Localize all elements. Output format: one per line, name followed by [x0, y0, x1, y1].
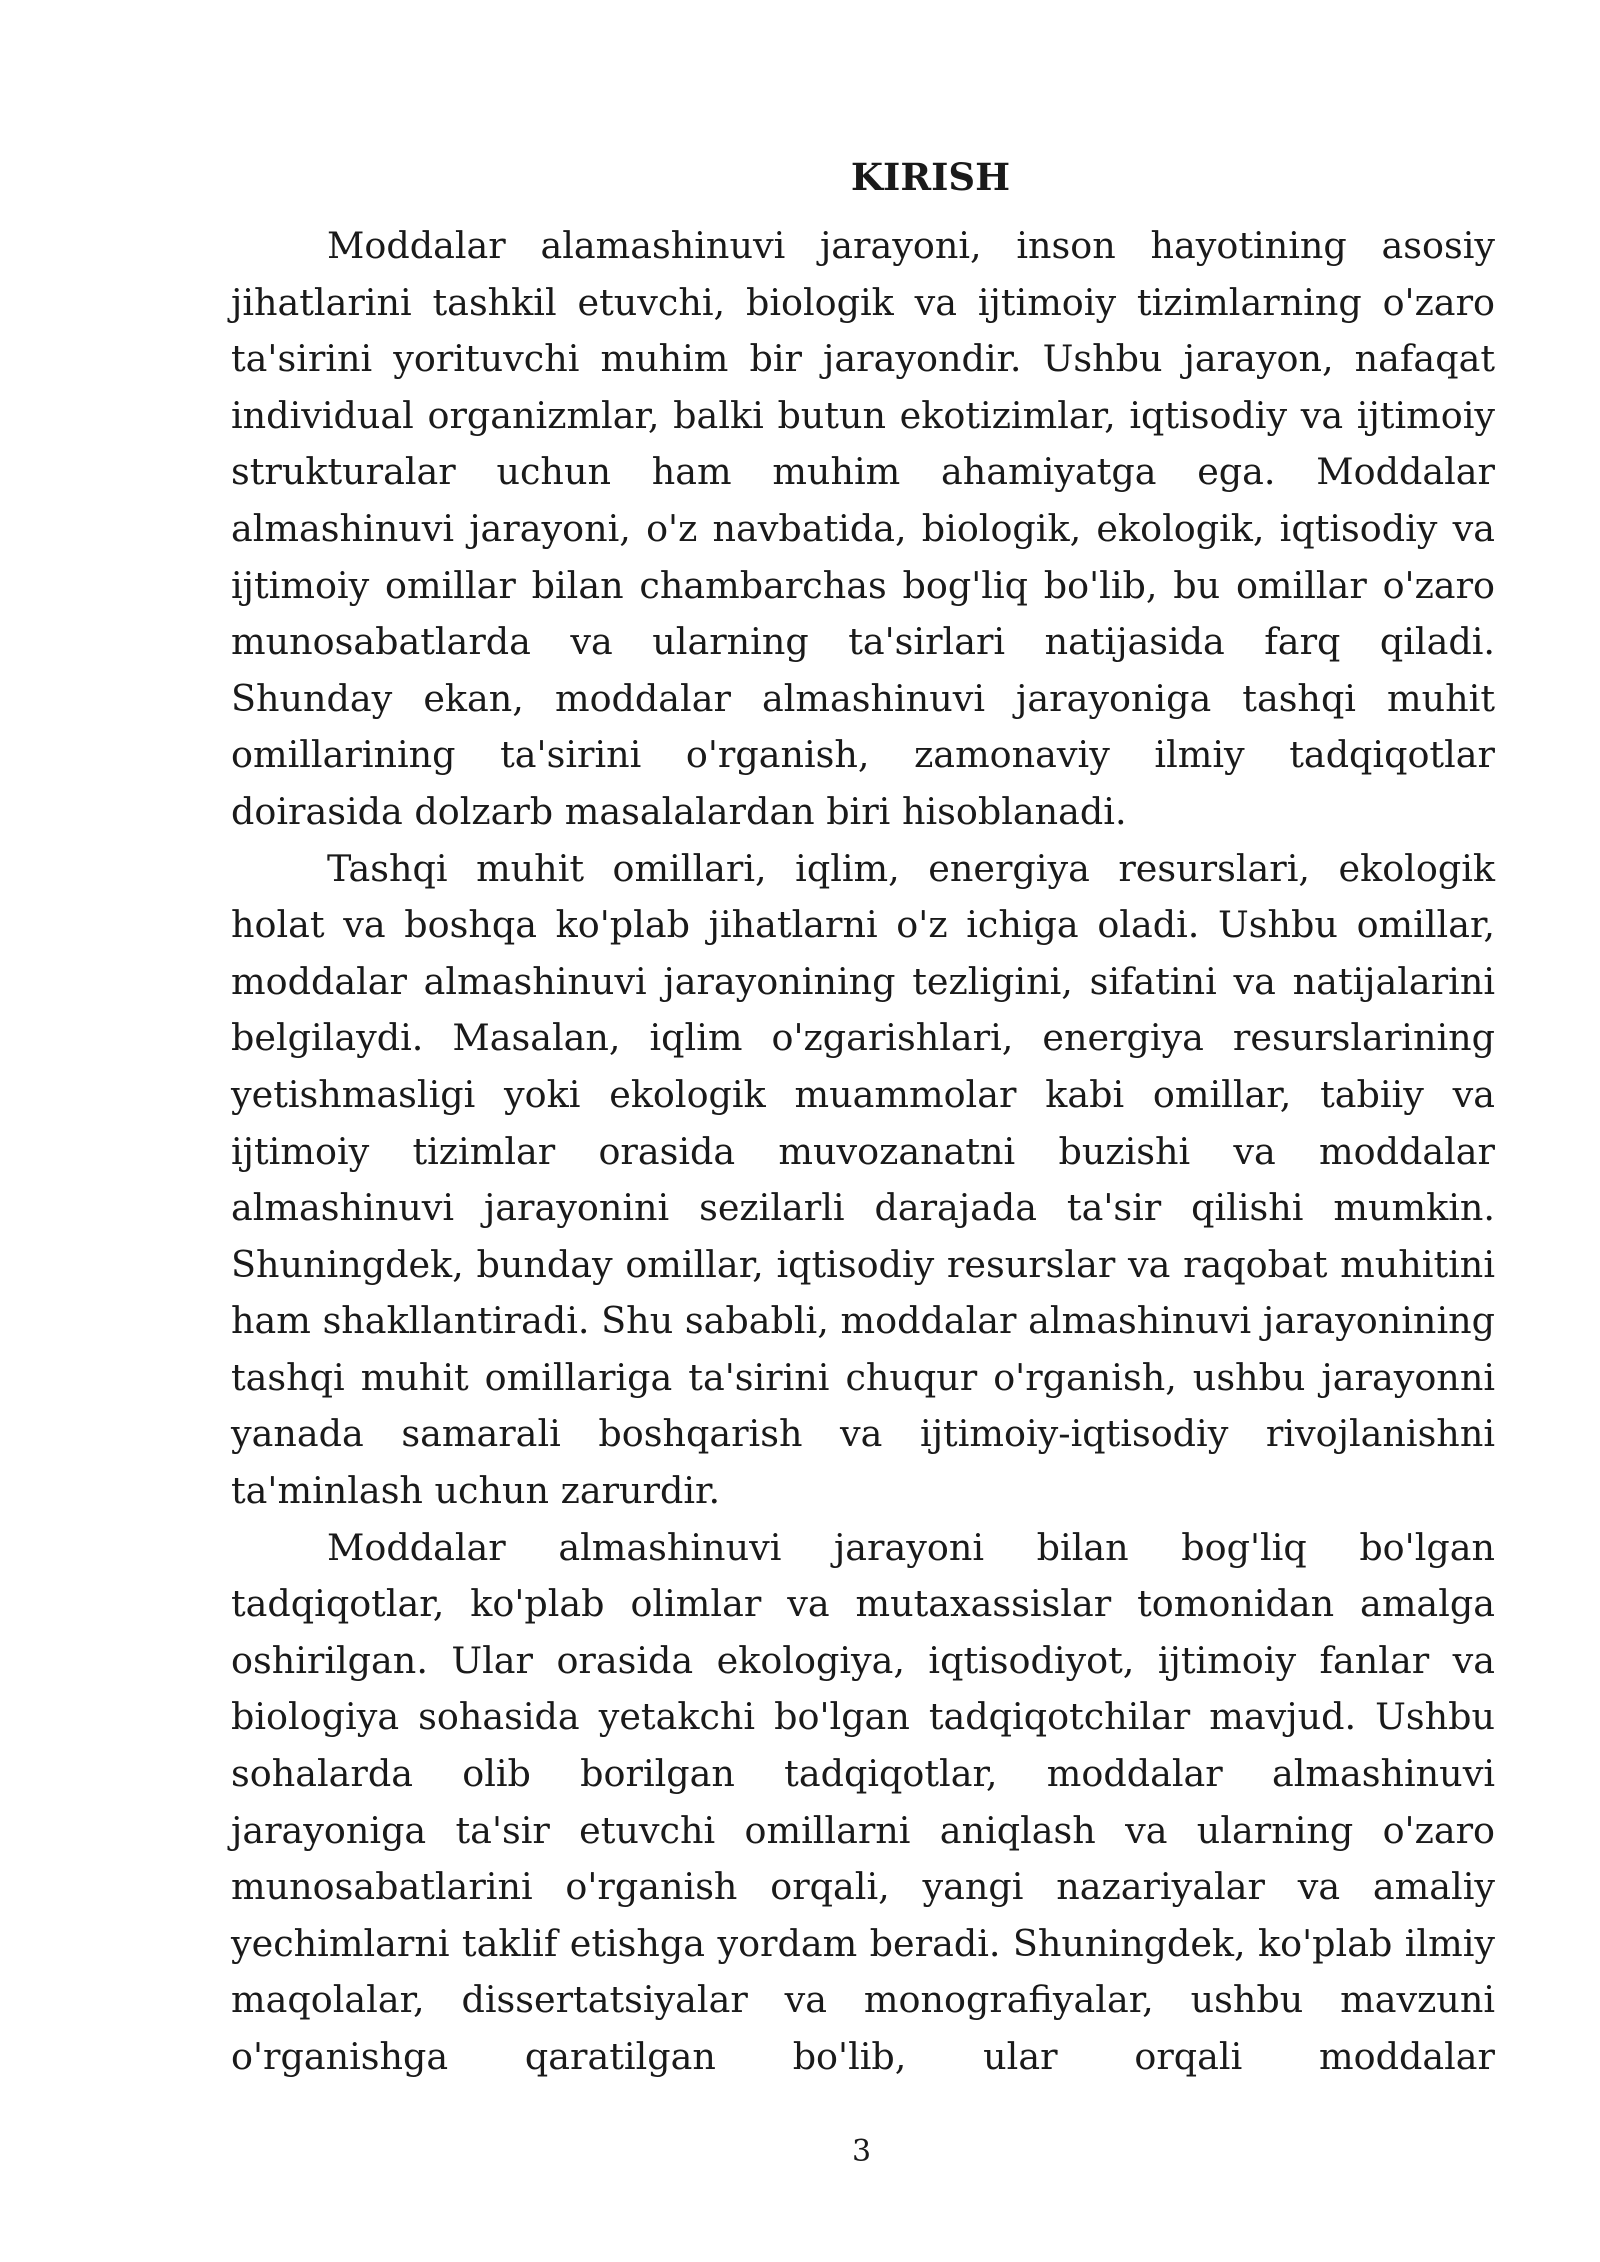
- paragraph-1: Moddalar alamashinuvi jarayoni, inson hayotining asosiy jihatlarini tashkil etuvchi, biologik va ijtimoiy tizimlarning o'zaro ta'sirini yorituvchi muhim bir jarayondir. Ushbu jarayon, nafaqat individual organizmlar, balki butun ekotizimlar, iqtisodiy va ijtimoiy strukturalar uchun ham muhim ahamiyatga ega. Moddalar almashinuvi jarayoni, o'z navbatida, biologik, ekologik, iqtisodiy va ijtimoiy omillar bilan chambarchas bog'liq bo'lib, bu omillar o'zaro munosabatlarda va ularning ta'sirlari natijasida farq qiladi. Shunday ekan, moddalar almashinuvi jarayoniga tashqi muhit omillarining ta'sirini o'rganish, zamonaviy ilmiy tadqiqotlar doirasida dolzarb masalalardan biri hisoblanadi.: [231, 224, 1495, 833]
- paragraph-2: Tashqi muhit omillari, iqlim, energiya resurslari, ekologik holat va boshqa ko'plab jihatlarni o'z ichiga oladi. Ushbu omillar, moddalar almashinuvi jarayonining tezligini, sifatini va natijalarini belgilaydi. Masalan, iqlim o'zgarishlari, energiya resurslarining yetishmasligi yoki ekologik muammolar kabi omillar, tabiiy va ijtimoiy tizimlar orasida muvozanatni buzishi va moddalar almashinuvi jarayonini sezilarli darajada ta'sir qilishi mumkin. Shuningdek, bunday omillar, iqtisodiy resurslar va raqobat muhitini ham shakllantiradi. Shu sababli, moddalar almashinuvi jarayonining tashqi muhit omillariga ta'sirini chuqur o'rganish, ushbu jarayonni yanada samarali boshqarish va ijtimoiy-iqtisodiy rivojlanishni ta'minlash uchun zarurdir.: [231, 846, 1495, 1513]
- section-title: KIRISH: [850, 155, 1011, 199]
- paragraph-3: Moddalar almashinuvi jarayoni bilan bog'liq bo'lgan tadqiqotlar, ko'plab olimlar va mutaxassislar tomonidan amalga oshirilgan. Ular orasida ekologiya, iqtisodiyot, ijtimoiy fanlar va biologiya sohasida yetakchi bo'lgan tadqiqotchilar mavjud. Ushbu sohalarda olib borilgan tadqiqotlar, moddalar almashinuvi jarayoniga ta'sir etuvchi omillarni aniqlash va ularning o'zaro munosabatlarini o'rganish orqali, yangi nazariyalar va amaliy yechimlarni taklif etishga yordam beradi. Shuningdek, ko'plab ilmiy maqolalar, dissertatsiyalar va monografiyalar, ushbu mavzuni o'rganishga qaratilgan bo'lib, ular orqali moddalar: [231, 1525, 1495, 2078]
- document-page: [231, 150, 1495, 2086]
- page-number: 3: [851, 2134, 872, 2169]
